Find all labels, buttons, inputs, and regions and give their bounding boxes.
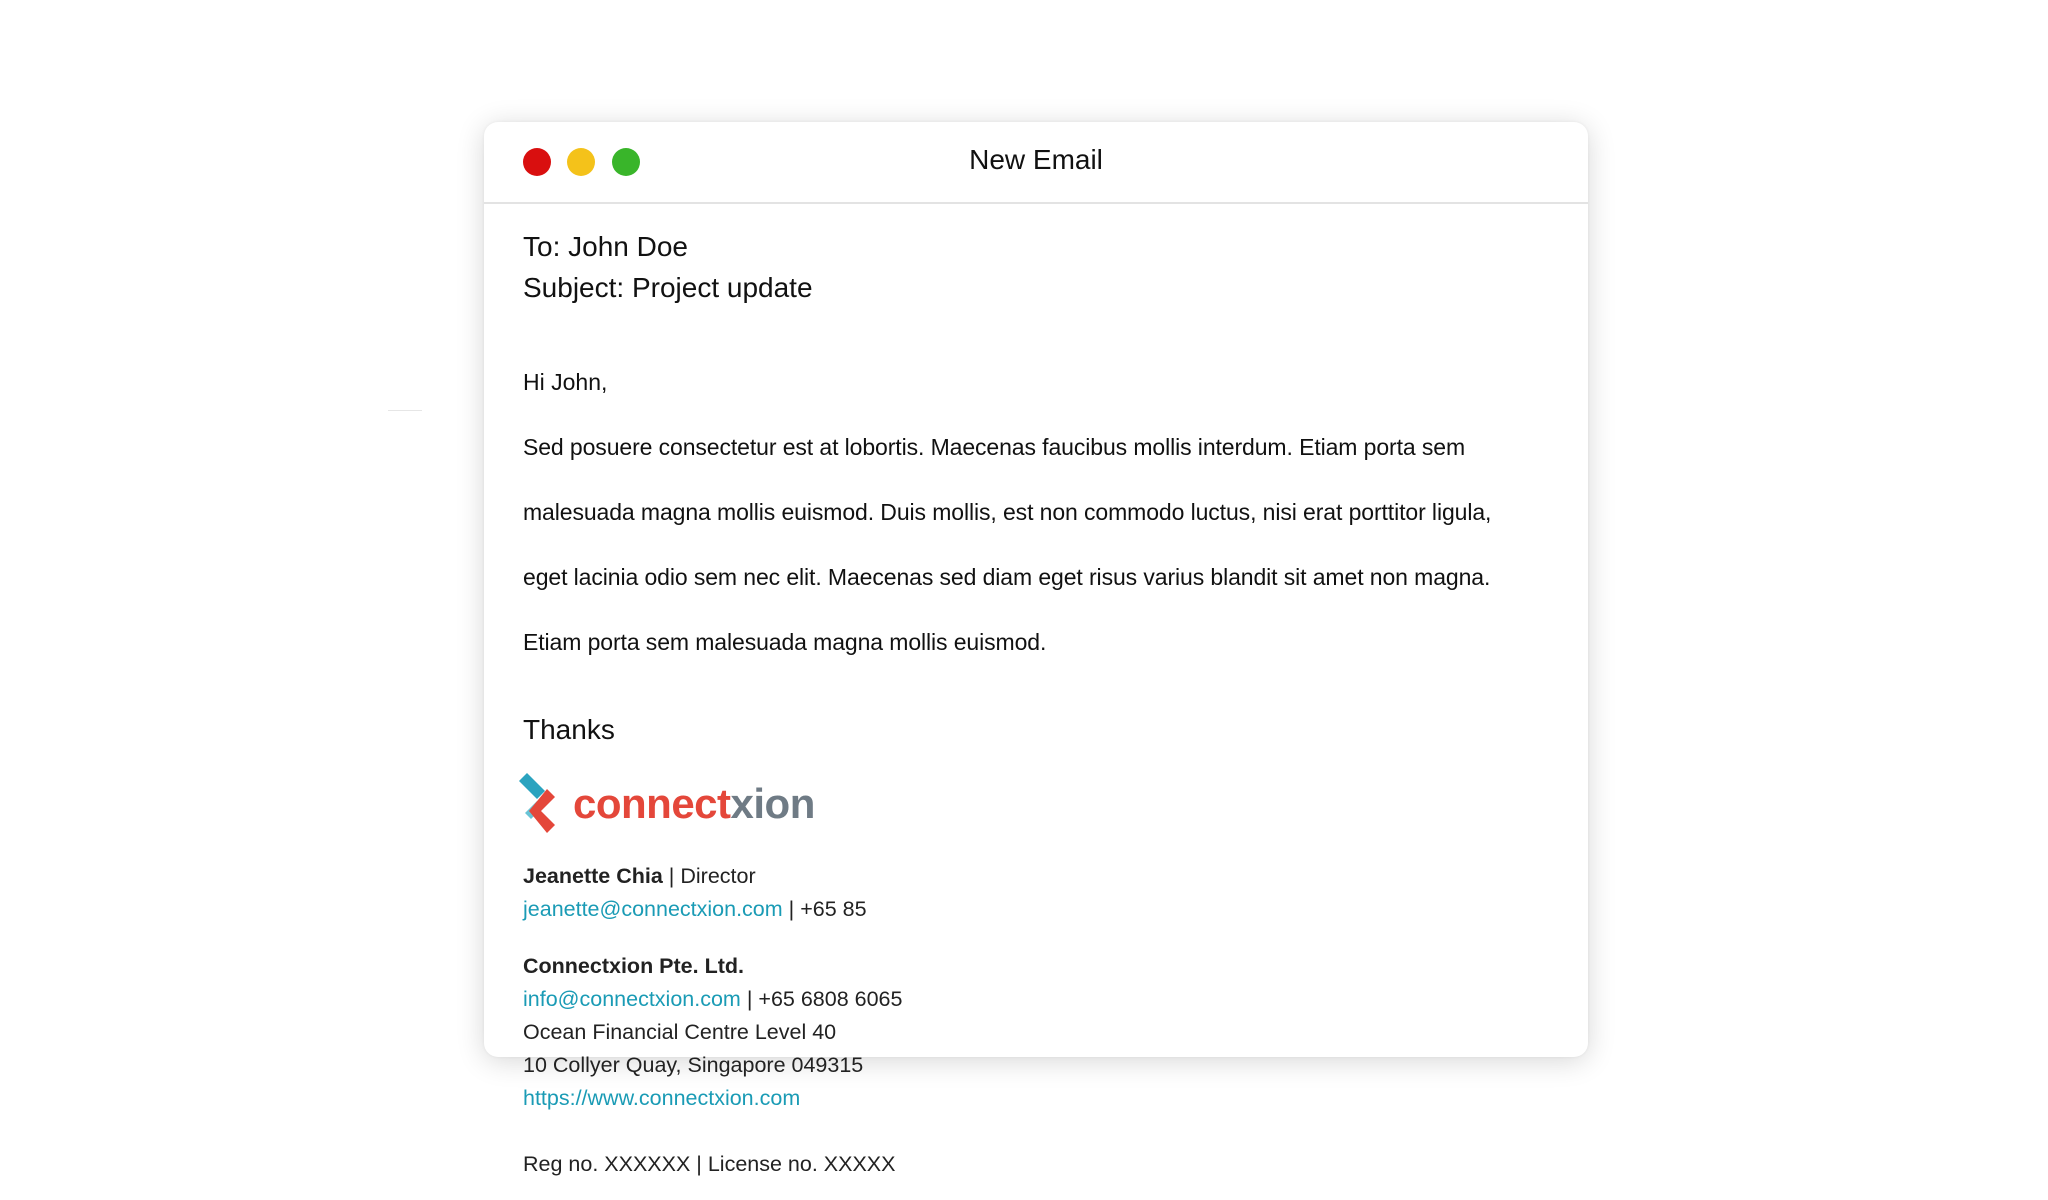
to-value: John Doe bbox=[568, 231, 689, 262]
body-line: eget lacinia odio sem nec elit. Maecenas sed diam eget risus varius blandit sit amet non magna. bbox=[523, 563, 1491, 590]
person-phone: +65 85 bbox=[800, 896, 867, 921]
website-link[interactable]: https://www.connectxion.com bbox=[523, 1085, 801, 1110]
signature-person bbox=[523, 860, 1548, 926]
address-line-1: Ocean Financial Centre Level 40 bbox=[523, 1019, 837, 1044]
company-phone: +65 6808 6065 bbox=[758, 986, 903, 1011]
title-bar bbox=[484, 122, 1588, 204]
to-label: To: bbox=[523, 231, 561, 262]
person-email-link[interactable]: jeanette@connectxion.com bbox=[523, 896, 783, 921]
company-email-link[interactable]: info@connectxion.com bbox=[523, 986, 741, 1011]
separator: | bbox=[668, 863, 675, 888]
email-greeting: Hi John, bbox=[523, 369, 608, 395]
window-title: New Email bbox=[969, 144, 1103, 175]
subject-field[interactable] bbox=[523, 267, 1548, 308]
person-name: Jeanette Chia bbox=[523, 863, 663, 888]
separator: | bbox=[788, 896, 795, 921]
registration-line: Reg no. XXXXXX | License no. XXXXX bbox=[523, 1151, 896, 1176]
signature-company bbox=[523, 950, 1548, 1115]
body-line: Etiam porta sem malesuada magna mollis euismod. bbox=[523, 628, 1047, 655]
address-line-2: 10 Collyer Quay, Singapore 049315 bbox=[523, 1052, 864, 1077]
subject-label: Subject: bbox=[523, 272, 625, 303]
x-arrow-logo-icon bbox=[523, 773, 569, 835]
stray-divider bbox=[388, 410, 422, 411]
body-line: Sed posuere consectetur est at lobortis. Maecenas faucibus mollis interdum. Etiam porta sem bbox=[523, 433, 1466, 460]
logo-word-xion: xion bbox=[730, 779, 815, 827]
logo-wordmark bbox=[573, 773, 815, 835]
separator: | bbox=[746, 986, 753, 1011]
email-body[interactable] bbox=[523, 398, 1548, 691]
to-field[interactable] bbox=[523, 226, 1548, 267]
subject-value: Project update bbox=[631, 272, 813, 303]
company-name: Connectxion Pte. Ltd. bbox=[523, 953, 744, 978]
email-closing: Thanks bbox=[523, 713, 615, 745]
company-logo bbox=[523, 773, 1548, 835]
logo-word-connect: connect bbox=[573, 779, 731, 827]
body-line: malesuada magna mollis euismod. Duis mollis, est non commodo luctus, nisi erat porttitor ligula, bbox=[523, 498, 1492, 525]
email-content bbox=[523, 226, 1548, 1181]
person-title: Director bbox=[680, 863, 756, 888]
email-window bbox=[484, 122, 1588, 1176]
